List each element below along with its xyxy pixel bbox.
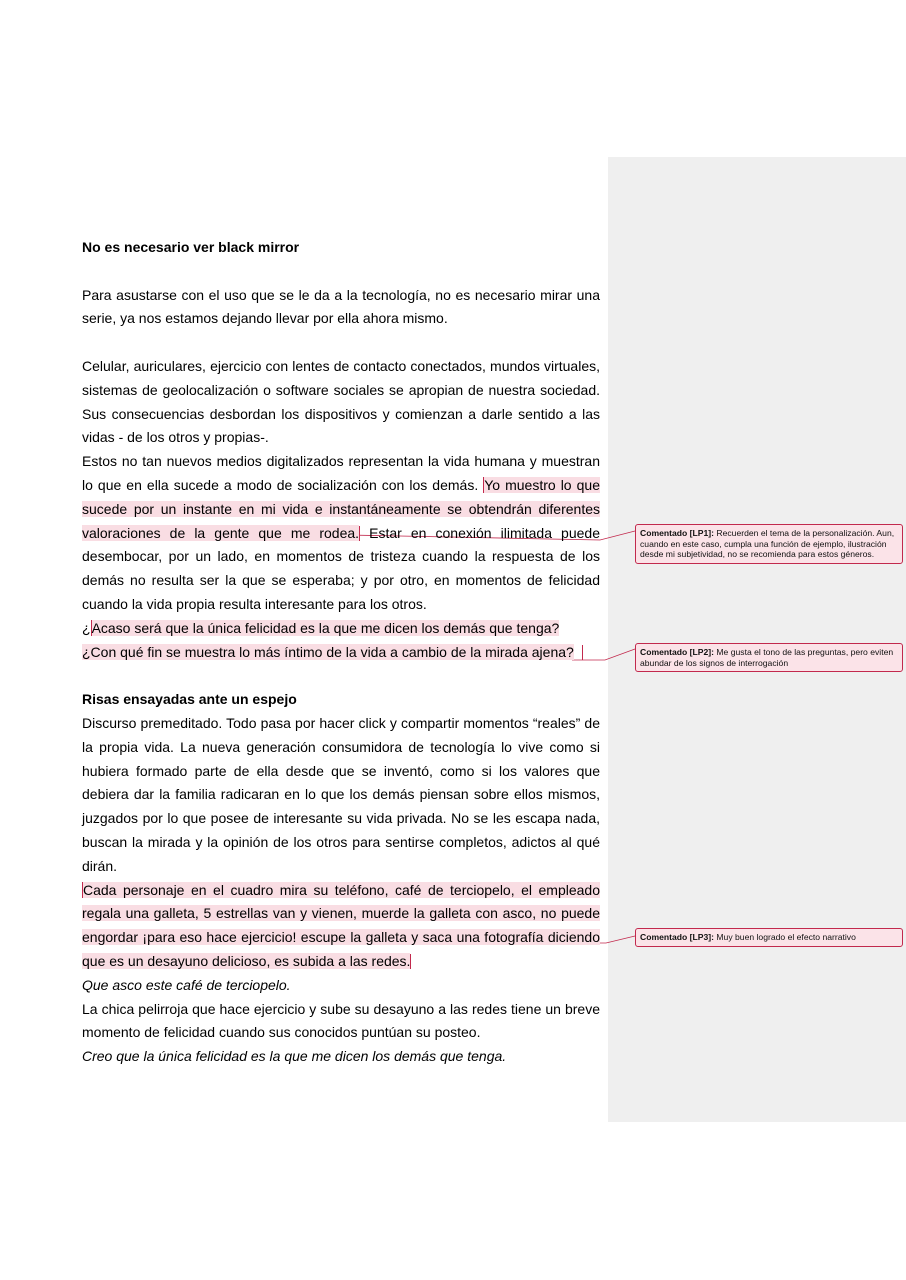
comment-lp2[interactable]: [635, 643, 903, 672]
paragraph-5: La chica pelirroja que hace ejercicio y sube su desayuno a las redes tiene un breve momento de felicidad cuando sus conocidos puntúan su posteo.: [82, 1000, 600, 1041]
highlight-lp1[interactable]: Yo muestro lo que sucede por un instante en mi vida e instantáneamente se obtendrán diferentes valoraciones de la gente que me rodea.: [82, 476, 600, 541]
intro-paragraph: Para asustarse con el uso que se le da a la tecnología, no es necesario mirar una serie, ya nos estamos dejando llevar por ella ahora mismo.: [82, 286, 600, 327]
document-body: [82, 236, 600, 1069]
paragraph-3: Discurso premeditado. Todo pasa por hacer click y compartir momentos “reales” de la propia vida. La nueva generación consumidora de tecnología lo vive como si hubiera formado parte de ella desde que se inventó, como si los valores que debiera dar la familia radicaran en lo que los demás piensan sobre ellos mismos, juzgados por lo que posee de interesante su vida privada. No se les escapa nada, buscan la mirada y la opinión de los otros para sentirse completos, adictos al qué dirán.: [82, 714, 600, 874]
paragraph-2: [82, 450, 600, 617]
question-1: [82, 617, 600, 641]
comment-lp3[interactable]: [635, 928, 903, 947]
comment-lp3-text: Muy buen logrado el efecto narrativo: [716, 932, 856, 942]
comment-lp1[interactable]: [635, 524, 903, 564]
comment-anchor-end-lp3: [410, 954, 411, 969]
highlight-lp2-q1[interactable]: Acaso será que la única felicidad es la que me dicen los demás que tenga?: [91, 619, 560, 636]
comment-lp1-text: Recuerden el tema de la personalización. Aun, cuando en este caso, cumpla una función de ejemplo, ilustración desde mi subjetividad, no se recomienda para estos géneros.: [640, 528, 895, 560]
comment-lp1-label: Comentado [LP1]:: [640, 528, 714, 538]
highlight-lp2-q2[interactable]: ¿Con qué fin se muestra lo más íntimo de la vida a cambio de la mirada ajena?: [82, 643, 574, 660]
comment-lp2-label: Comentado [LP2]:: [640, 647, 714, 657]
italic-line-1: Que asco este café de terciopelo.: [82, 976, 291, 993]
highlight-lp3[interactable]: Cada personaje en el cuadro mira su teléfono, café de terciopelo, el empleado regala una galleta, 5 estrellas van y vienen, muerde la galleta con asco, no puede engordar ¡para eso hace ejercicio! escupe la galleta y saca una fotografía diciendo que es un desayuno delicioso, es subida a las redes.: [82, 881, 600, 969]
question-2: [82, 641, 600, 665]
question-1-prefix: ¿: [82, 619, 91, 636]
paragraph-1: Celular, auriculares, ejercicio con lentes de contacto conectados, mundos virtuales, sistemas de geolocalización o software sociales se apropian de nuestra sociedad. Sus consecuencias desbordan los dispositivos y comienzan a darle sentido a las vidas - de los otros y propias-.: [82, 357, 600, 446]
paragraph-2-start: Estos no tan nuevos medios digitalizados representan la vida humana y muestran lo que en ella sucede a modo de socialización con los demás.: [82, 453, 600, 493]
paragraph-4: [82, 879, 600, 974]
comment-pane: [608, 157, 906, 1122]
comment-lp2-text: Me gusta el tono de las preguntas, pero eviten abundar de los signos de interrogación: [640, 647, 894, 668]
paragraph-2-end: Estar en conexión ilimitada puede desembocar, por un lado, en momentos de tristeza cuando la respuesta de los demás no resulta ser la que se esperaba; y por otro, en momentos de felicidad cuando la vida propia resulta interesante para los otros.: [82, 524, 600, 612]
section-2-title: Risas ensayadas ante un espejo: [82, 691, 297, 708]
italic-line-2: Creo que la única felicidad es la que me dicen los demás que tenga.: [82, 1048, 507, 1065]
document-title: No es necesario ver black mirror: [82, 239, 300, 255]
comment-anchor-end-lp2: [582, 645, 583, 660]
comment-lp3-label: Comentado [LP3]:: [640, 932, 714, 942]
